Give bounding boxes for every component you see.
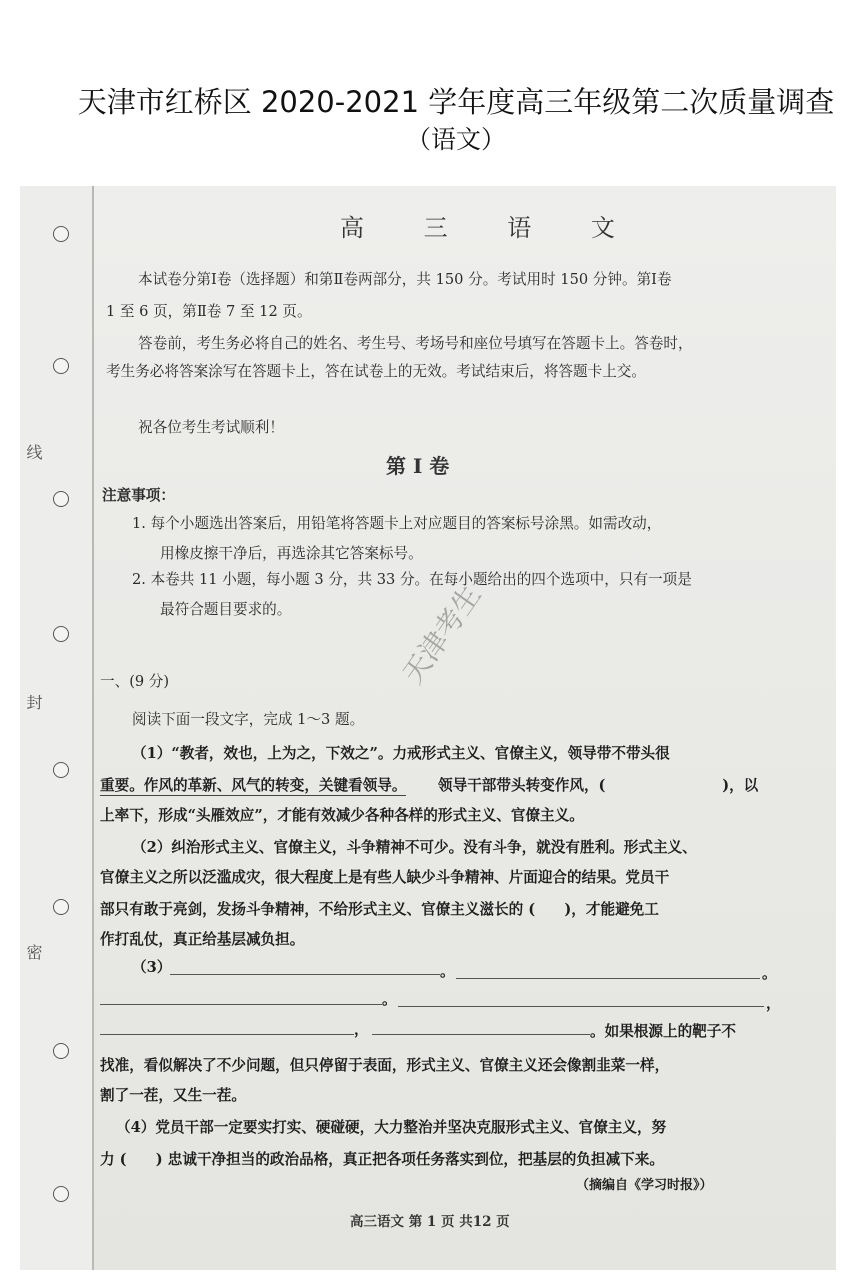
document-subtitle: （语文） bbox=[405, 125, 506, 154]
wish-text: 祝各位考生考试顺利！ bbox=[138, 419, 284, 436]
passage-line: 部只有敢于亮剑，发扬斗争精神，不给形式主义、官僚主义滋长的 ( )，才能避免工 bbox=[100, 901, 659, 918]
punch-hole-icon bbox=[53, 491, 69, 507]
passage-line: 割了一茬，又生一茬。 bbox=[100, 1087, 246, 1104]
paper-heading: 高 三 语 文 bbox=[340, 214, 641, 242]
intro-text: 答卷前，考生务必将自己的姓名、考生号、考场号和座位号填写在答题卡上。答卷时， bbox=[138, 335, 693, 352]
answer-blank bbox=[100, 1004, 382, 1005]
punch-hole-icon bbox=[53, 899, 69, 915]
passage-line: （2）纠治形式主义、官僚主义，斗争精神不可少。没有斗争，就没有胜利。形式主义、 bbox=[132, 839, 697, 856]
passage-line: （4）党员干部一定要实打实、硬碰硬，大力整治并坚决克服形式主义、官僚主义，努 bbox=[116, 1119, 667, 1136]
blank-period: 。 bbox=[762, 965, 777, 982]
passage-line: 上率下，形成“头雁效应”，才能有效减少各种各样的形式主义、官僚主义。 bbox=[100, 807, 584, 824]
passage-line: 官僚主义之所以泛滥成灾，很大程度上是有些人缺少斗争精神、片面迎合的结果。党员干 bbox=[100, 869, 670, 886]
document-title: 天津市红桥区 2020-2021 学年度高三年级第二次质量调查 bbox=[77, 85, 835, 119]
punch-hole-icon bbox=[53, 762, 69, 778]
passage-line: 找准，看似解决了不少问题，但只停留于表面，形式主义、官僚主义还会像割韭菜一样， bbox=[100, 1057, 670, 1074]
punch-hole-icon bbox=[53, 1186, 69, 1202]
exam-paper-photo bbox=[20, 186, 836, 1270]
passage-line: （1）“教者，效也，上为之，下效之”。力戒形式主义、官僚主义，领导带不带头很 bbox=[132, 745, 670, 762]
reading-instruction: 阅读下面一段文字，完成 1～3 题。 bbox=[132, 711, 365, 728]
blank-period: 。 bbox=[382, 991, 397, 1008]
passage-line: 力 ( ) 忠诚干净担当的政治品格，真正把各项任务落实到位，把基层的负担减下来。 bbox=[100, 1151, 664, 1168]
blank-comma: ， bbox=[766, 995, 781, 1012]
page-footer: 高三语文 第 1 页 共12 页 bbox=[350, 1214, 510, 1230]
source-citation: （摘编自《学习时报》） bbox=[576, 1178, 713, 1193]
margin-label-mi: 密 bbox=[24, 944, 43, 960]
notice-item: 2. 本卷共 11 小题，每小题 3 分，共 33 分。在每小题给出的四个选项中，只有一项是 bbox=[132, 571, 692, 588]
answer-blank bbox=[398, 1006, 764, 1007]
intro-text: 1 至 6 页，第Ⅱ卷 7 至 12 页。 bbox=[106, 303, 312, 320]
margin-label-xian: 线 bbox=[24, 444, 43, 460]
passage-line: 。如果根源上的靶子不 bbox=[590, 1023, 736, 1040]
part-title: 一、(9 分) bbox=[100, 673, 170, 690]
passage-line-underlined: 重要。作风的革新、风气的转变，关键看领导。 bbox=[100, 774, 406, 796]
passage-line: 作打乱仗，真正给基层减负担。 bbox=[100, 931, 305, 948]
margin-label-feng: 封 bbox=[24, 694, 43, 710]
notice-item: 1. 每个小题选出答案后，用铅笔将答题卡上对应题目的答案标号涂黑。如需改动， bbox=[132, 515, 662, 532]
margin-divider bbox=[92, 186, 94, 1270]
answer-blank bbox=[372, 1034, 590, 1035]
passage-line: 领导干部带头转变作风，( )，以 bbox=[438, 777, 759, 794]
intro-text: 本试卷分第Ⅰ卷（选择题）和第Ⅱ卷两部分，共 150 分。考试用时 150 分钟。第Ⅰ卷 bbox=[138, 271, 672, 288]
notice-item: 最符合题目要求的。 bbox=[160, 601, 292, 618]
answer-blank bbox=[100, 1034, 354, 1035]
question-3-label: （3） bbox=[132, 959, 172, 976]
punch-hole-icon bbox=[53, 1043, 69, 1059]
answer-blank bbox=[456, 978, 760, 979]
notice-item: 用橡皮擦干净后，再选涂其它答案标号。 bbox=[160, 545, 423, 562]
binding-margin bbox=[20, 186, 92, 1270]
blank-period: 。 bbox=[440, 963, 455, 980]
intro-text: 考生务必将答案涂写在答题卡上，答在试卷上的无效。考试结束后，将答题卡上交。 bbox=[106, 363, 646, 380]
punch-hole-icon bbox=[53, 226, 69, 242]
watermark-stamp: 天津考生 bbox=[396, 579, 488, 690]
answer-blank bbox=[170, 974, 440, 975]
notice-title: 注意事项： bbox=[102, 487, 175, 504]
section-title: 第 Ⅰ 卷 bbox=[386, 454, 450, 478]
punch-hole-icon bbox=[53, 358, 69, 374]
punch-hole-icon bbox=[53, 626, 69, 642]
blank-comma: ， bbox=[354, 1021, 369, 1038]
